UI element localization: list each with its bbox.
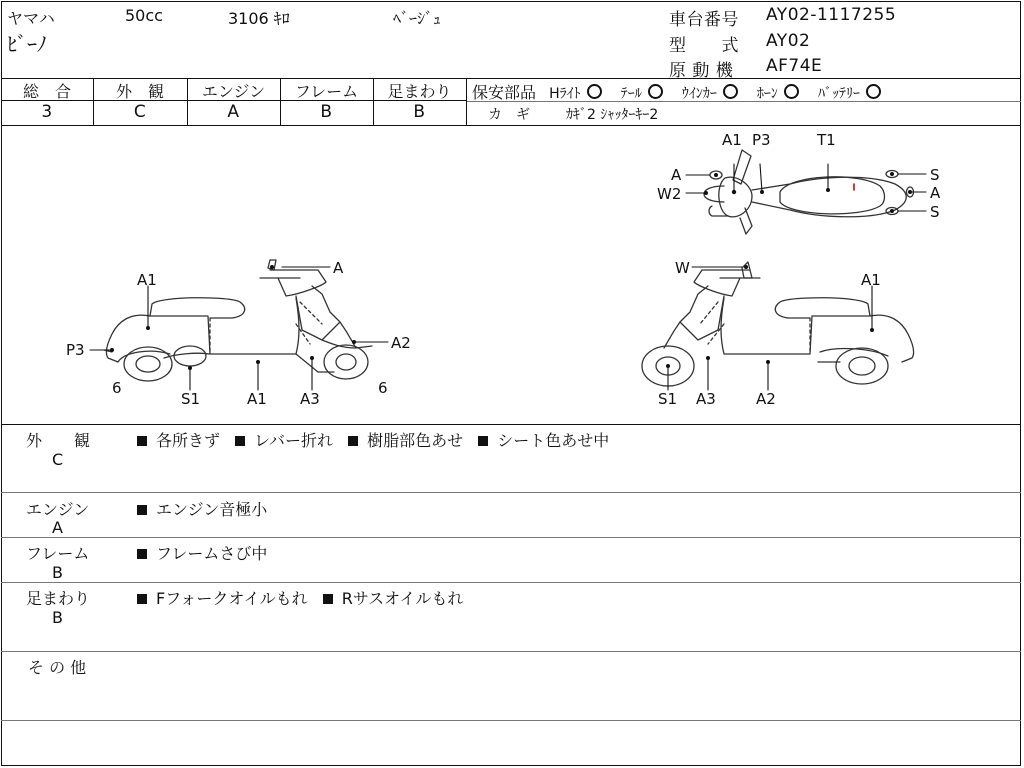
ok-circle-icon <box>587 84 602 99</box>
ok-circle-icon <box>723 84 738 99</box>
model-name: ﾋﾞｰﾉ <box>7 32 47 56</box>
safety-winker: ｳｲﾝｶｰ <box>682 83 738 103</box>
safety-horn: ﾎｰﾝ <box>757 83 799 103</box>
maker: ヤマハ <box>7 9 55 28</box>
remarks-divider-5 <box>1 720 1021 721</box>
bullet-square-icon <box>137 549 147 559</box>
bullet-square-icon <box>478 436 488 446</box>
engine-type: AF74E <box>766 56 823 76</box>
safety-headlight: Hﾗｲﾄ <box>549 83 602 103</box>
remarks-divider-4 <box>1 651 1021 652</box>
remarks-divider-3 <box>1 582 1021 583</box>
bullet-square-icon <box>137 436 147 446</box>
safety-battery: ﾊﾞｯﾃﾘｰ <box>818 83 881 103</box>
ok-circle-icon <box>866 84 881 99</box>
safety-parts-row <box>472 80 891 103</box>
safety-taillight: ﾃｰﾙ <box>621 83 663 103</box>
grade-divider-5 <box>466 78 467 125</box>
bullet-square-icon <box>323 594 333 604</box>
engine-type-label: 原 動 機 <box>669 61 734 81</box>
remark-frame-items: フレームさび中 <box>137 541 277 564</box>
remarks-divider-2 <box>1 537 1021 538</box>
ok-circle-icon <box>648 84 663 99</box>
displacement: 50cc <box>125 6 163 25</box>
leader-lines <box>90 164 926 390</box>
ok-circle-icon <box>784 84 799 99</box>
key-label: カ ギ <box>488 107 530 123</box>
bullet-square-icon <box>137 594 147 604</box>
model-type: AY02 <box>766 31 811 51</box>
diagram-bottom-border <box>1 424 1021 425</box>
mileage: 3106 ｷﾛ <box>228 9 290 28</box>
bullet-square-icon <box>137 505 147 515</box>
frame-number-label: 車台番号 <box>669 10 739 30</box>
remarks-divider-1 <box>1 492 1021 493</box>
remark-exterior-items: 各所きず レバー折れ 樹脂部色あせ シート色あせ中 <box>137 428 619 451</box>
model-type-label: 型 式 <box>669 36 739 56</box>
color: ﾍﾞｰｼﾞｭ <box>393 9 442 28</box>
frame-number: AY02-1117255 <box>766 5 897 25</box>
remark-suspension-items: Fフォークオイルもれ Rサスオイルもれ <box>137 586 473 609</box>
bullet-square-icon <box>348 436 358 446</box>
bullet-square-icon <box>235 436 245 446</box>
damage-points <box>110 172 912 370</box>
safety-label: 保安部品 <box>472 83 537 102</box>
remark-engine-items: エンジン音極小 <box>137 497 277 520</box>
key-value: ｶｷﾞ2 ｼｬｯﾀｰｷｰ2 <box>566 107 659 123</box>
